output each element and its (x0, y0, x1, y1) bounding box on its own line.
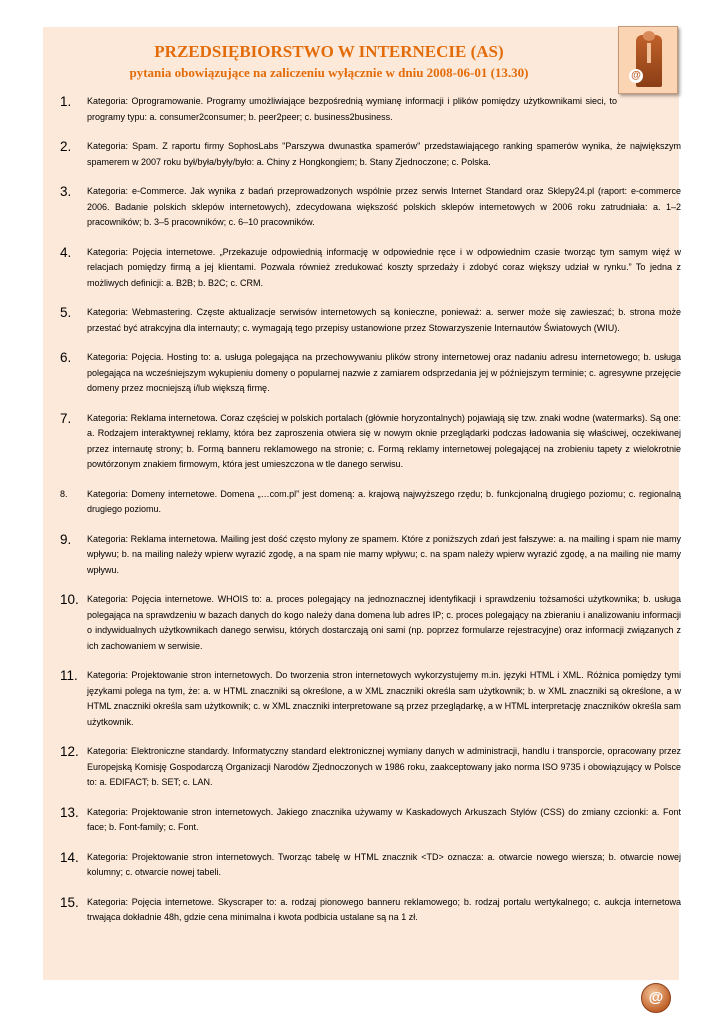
question-number: 10. (60, 592, 79, 607)
question-text: Kategoria: Projektowanie stron internetowych. Tworząc tabelę w HTML znacznik <TD> oznacza: a. otwarcie nowego wiersza; b. otwarcie nowej kolumny; c. otwarcie nowej tabeli. (87, 851, 681, 877)
question-item (60, 245, 680, 292)
question-item (60, 94, 680, 125)
question-number: 1. (60, 94, 72, 109)
at-sign-icon: @ (641, 983, 671, 1013)
question-item (60, 805, 680, 836)
question-number: 6. (60, 350, 72, 365)
question-number: 2. (60, 139, 72, 154)
question-list (60, 94, 680, 926)
question-number: 5. (60, 305, 72, 320)
question-number: 4. (60, 244, 72, 260)
question-number: 9. (60, 531, 72, 547)
question-text: Kategoria: Pojęcia internetowe. „Przekazuje odpowiednią informację w odpowiednie ręce i w odpowiednim czasie tworząc tym samym więź w relacjach pomiędzy firmą a jej klientami. Pozwala również zredukować koszty sprzedaży i zdobyć coraz większy udział w rynku.” To jedna z możliwych definicji: a. B2B; b. B2C; c. CRM. (87, 246, 681, 288)
figure-head (643, 31, 655, 41)
question-number: 14. (60, 849, 79, 865)
question-number: 13. (60, 804, 79, 820)
question-number: 7. (60, 410, 72, 426)
question-item (60, 895, 680, 926)
question-text: Kategoria: Domeny internetowe. Domena „…com.pl” jest domeną: a. krajową najwyższego rzędu; b. funkcjonalną drugiego poziomu; c. regionalną drugiego poziomu. (87, 488, 681, 514)
at-sign-icon: @ (629, 69, 643, 83)
question-text: Kategoria: e-Commerce. Jak wynika z badań przeprowadzonych wspólnie przez serwis Internet Standard oraz Sklepy24.pl (raport: e-commerce 2006. Badanie polskich sklepów internetowych), zdecydowana większość polskich sklepów internetowych w 2006 roku zatrudniała: a. 1–2 pracowników; b. 3–5 pracowników; c. 6–10 pracowników. (87, 186, 681, 227)
question-item (60, 350, 680, 397)
page-subtitle: pytania obowiązujące na zaliczeniu wyłącznie w dniu 2008-06-01 (13.30) (129, 65, 529, 80)
question-item (60, 592, 680, 654)
question-number: 8. (60, 488, 68, 499)
question-item (60, 668, 680, 730)
question-text: Kategoria: Spam. Z raportu firmy SophosLabs "Parszywa dwunastka spamerów" przedstawiającego ranking spamerów wynika, że największym spamerem w 2007 roku był/była/były/było: a. Chiny z Hongkongiem; b. Stany Zjednoczone; c. Polska. (87, 141, 681, 167)
question-item (60, 487, 680, 518)
question-number: 15. (60, 894, 79, 910)
question-number: 3. (60, 184, 72, 199)
question-text: Kategoria: Pojęcia. Hosting to: a. usługa polegająca na przechowywaniu plików strony internetowej oraz nadaniu adresu internetowego; b. usługa polegająca na wcześniejszym wykupieniu domeny o popularnej nazwie z zamiarem odsprzedania jej w późniejszym terminie; c. agresywne przejęcie domeny przez mocniejszą i/lub większą firmę. (87, 352, 681, 393)
question-item (60, 532, 680, 579)
question-text: Kategoria: Projektowanie stron internetowych. Do tworzenia stron internetowych wykorzystujemy m.in. języki HTML i XML. Różnica pomiędzy tymi językami polega na tym, że: a. w HTML znaczniki są określone, a w XML znaczniki określa sam użytkownik; b. w XML znaczniki są określone, a w HTML znaczniki określa sam użytkownik; c. w XML znaczniki interpretowane są przez przeglądarkę, a w HTML interpretację znaczników określa sam użytkownik. (87, 670, 681, 727)
question-text: Kategoria: Reklama internetowa. Mailing jest dość często mylony ze spamem. Które z poniższych zdań jest fałszywe: a. na mailing i spam nie mamy wpływu; b. na mailing należy wpierw wyrazić zgodę, a na spam nie mamy wpływu; c. na spam należy wpierw wyrazić zgodę, a na mailing nie mamy wpływu. (87, 533, 681, 575)
page-title: PRZEDSIĘBIORSTWO W INTERNECIE (AS) (154, 42, 504, 61)
question-text: Kategoria: Webmastering. Częste aktualizacje serwisów internetowych są konieczne, ponieważ: a. serwer może się zawieszać; b. strona może przestać być atrakcyjna dla internauty; c. wymagają tego przepisy ustanowione przez Stowarzyszenie Internautów Światowych (WIU). (87, 307, 681, 333)
question-number: 12. (60, 744, 79, 759)
question-item (60, 744, 680, 791)
question-item (60, 184, 680, 231)
question-text: Kategoria: Oprogramowanie. Programy umożliwiające bezpośrednią wymianę informacji i plików pomiędzy użytkownikami sieci, to programy typu: a. consumer2consumer; b. peer2peer; c. business2business. (87, 96, 617, 122)
question-item (60, 305, 680, 336)
question-item (60, 139, 680, 170)
question-number: 11. (60, 668, 78, 683)
question-text: Kategoria: Pojęcia internetowe. WHOIS to: a. proces polegający na jednoznacznej identyfikacji i sprawdzeniu tożsamości użytkownika; b. usługa polegająca na sprawdzeniu w bazach danych do kogo należy dana domena lub adres IP; c. proces polegający na zbieraniu i analizowaniu informacji o indywidualnych użytkownikach danego serwisu, których dostarczają oni sami (np. poprzez formularze rejestracyjne) oraz informacji związanych z ich zachowaniem w serwisie. (87, 594, 681, 651)
businessman-at-icon (618, 26, 678, 94)
question-text: Kategoria: Elektroniczne standardy. Informatyczny standard elektronicznej wymiany danych w administracji, handlu i transporcie, opracowany przez Europejską Komisję Gospodarczą Organizacji Narodów Zjednoczonych w 1986 roku, zaakceptowany jako norma ISO 9735 i obowiązujący w Polsce to: a. EDIFACT; b. SET; c. LAN. (87, 746, 681, 787)
figure-tie (647, 43, 651, 63)
question-item (60, 850, 680, 881)
question-text: Kategoria: Pojęcia internetowe. Skyscraper to: a. rodzaj pionowego banneru reklamowego; b. rodzaj portalu wertykalnego; c. aukcja internetowa trwająca dokładnie 48h, gdzie cena minimalna i kwota podbicia ustalane są na 1 zł. (87, 896, 681, 922)
question-text: Kategoria: Projektowanie stron internetowych. Jakiego znacznika używamy w Kaskadowych Arkuszach Stylów (CSS) do zmiany czcionki: a. Font face; b. Font-family; c. Font. (87, 806, 681, 832)
question-text: Kategoria: Reklama internetowa. Coraz częściej w polskich portalach (głównie horyzontalnych) pojawiają się tzw. znaki wodne (watermarks). Są one: a. Rodzajem interaktywnej reklamy, która bez zaproszenia otwiera się w nowym oknie przeglądarki podczas ładowania się właściwej, oczekiwanej przez internautę strony; b. Formą banneru reklamowego na stronie; c. Formą reklamy internetowej polegającej na zrobieniu tapety z wielokrotnie powtórzonym znakiem firmowym, która jest umieszczona w tle danego serwisu. (87, 412, 681, 469)
question-item (60, 411, 680, 473)
